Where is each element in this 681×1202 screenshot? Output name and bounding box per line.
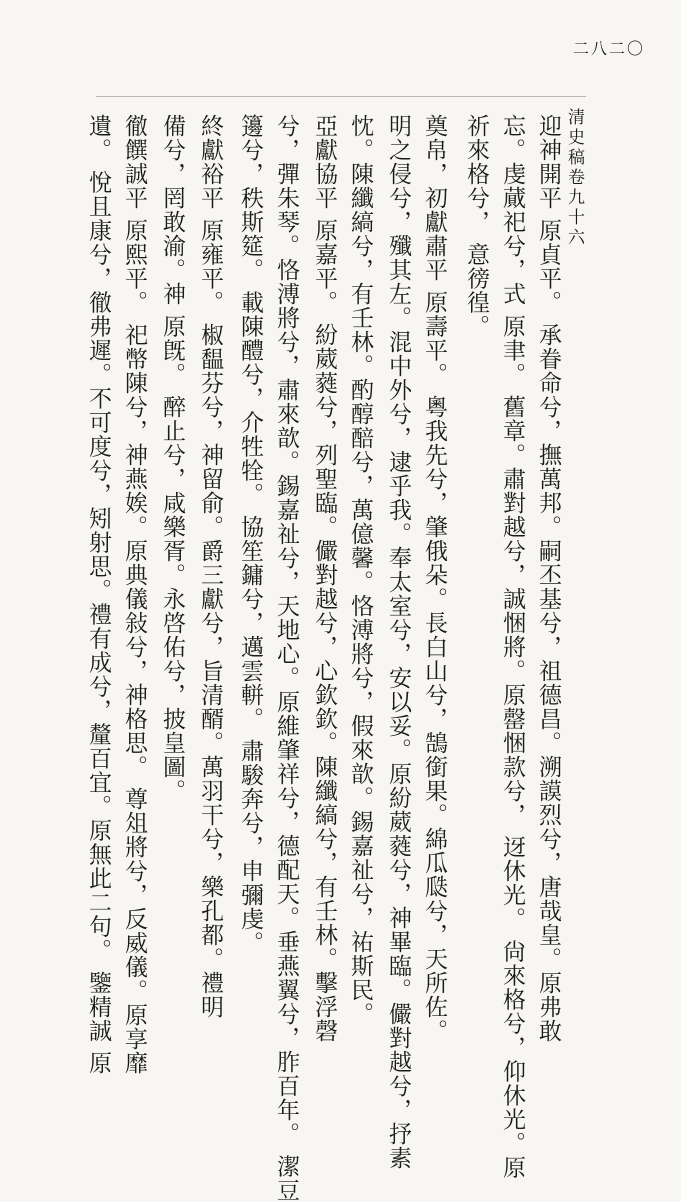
text-column-10: 終獻裕平 原雍平。 椒馧芬兮，神留俞。爵三獻兮，旨清醑。萬羽干兮，樂孔都。禮明 [197,114,223,1019]
page-number: 二八二〇 [572,39,645,58]
text-column-8: 兮，彈朱琴。恪溥將兮，肅來歆。錫嘉祉兮，天地心。原維肇祥兮，德配天。垂燕翼兮，胙百年。 潔豆 [273,114,299,1202]
text-column-12: 徹饌誠平 原熙平。 祀幣陳兮，神燕娭。原典儀敍兮，神格思。 尊俎將兮，反威儀。原享靡 [121,114,147,1075]
header-rule [96,96,586,97]
text-column-6: 忱。陳纖縞兮，有壬林。酌醇醅兮，萬億馨。恪溥將兮，假來歆。錫嘉祉兮，祐斯民。 [347,114,373,1026]
book-title: 清史稿卷九十六 [564,108,584,248]
text-column-5: 明之侵兮，殲其左。混中外兮，逮乎我。奉太室兮，安以妥。原紛葳蕤兮，神畢臨。儼對越兮，抒素 [385,114,411,1170]
text-column-2: 忘。虔蕆祀兮，式 原聿。 舊章。肅對越兮，誠悃將。原罄悃款兮， 迓休光。 尙來格兮，仰休光。原 [499,114,525,1180]
text-column-13: 遺。 悅且康兮，徹弗遲。不可度兮，矧射思。禮有成兮，釐百宜。原無此二句。 鑒精誠 原 [85,114,111,1075]
text-column-1: 迎神開平 原貞平。 承眷命兮，撫萬邦。嗣丕基兮，祖德昌。溯謨烈兮，唐哉皇。原弗敢 [535,114,561,1043]
text-column-9: 籩兮，秩斯筵。 載陳醴兮，介牲牷。 協笙鏞兮，邁雲軿。 肅駿奔兮，申彌虔。 [237,114,263,955]
text-column-4: 奠帛，初獻肅平 原壽平。 粵我先兮，肇俄朵。長白山兮，鵠銜果。綿瓜瓞兮，天所佐。 [421,114,447,1043]
text-column-3: 祈來格兮， 意徬徨。 [463,114,489,339]
text-column-7: 亞獻協平 原嘉平。 紛葳蕤兮，列聖臨。儼對越兮，心欽欽。陳纖縞兮，有壬林。擊浮磬 [311,114,337,1043]
text-column-11: 備兮，罔敢渝。神 原旣。 醉止兮，咸樂胥。永啓佑兮，披皇圖。 [159,114,185,803]
